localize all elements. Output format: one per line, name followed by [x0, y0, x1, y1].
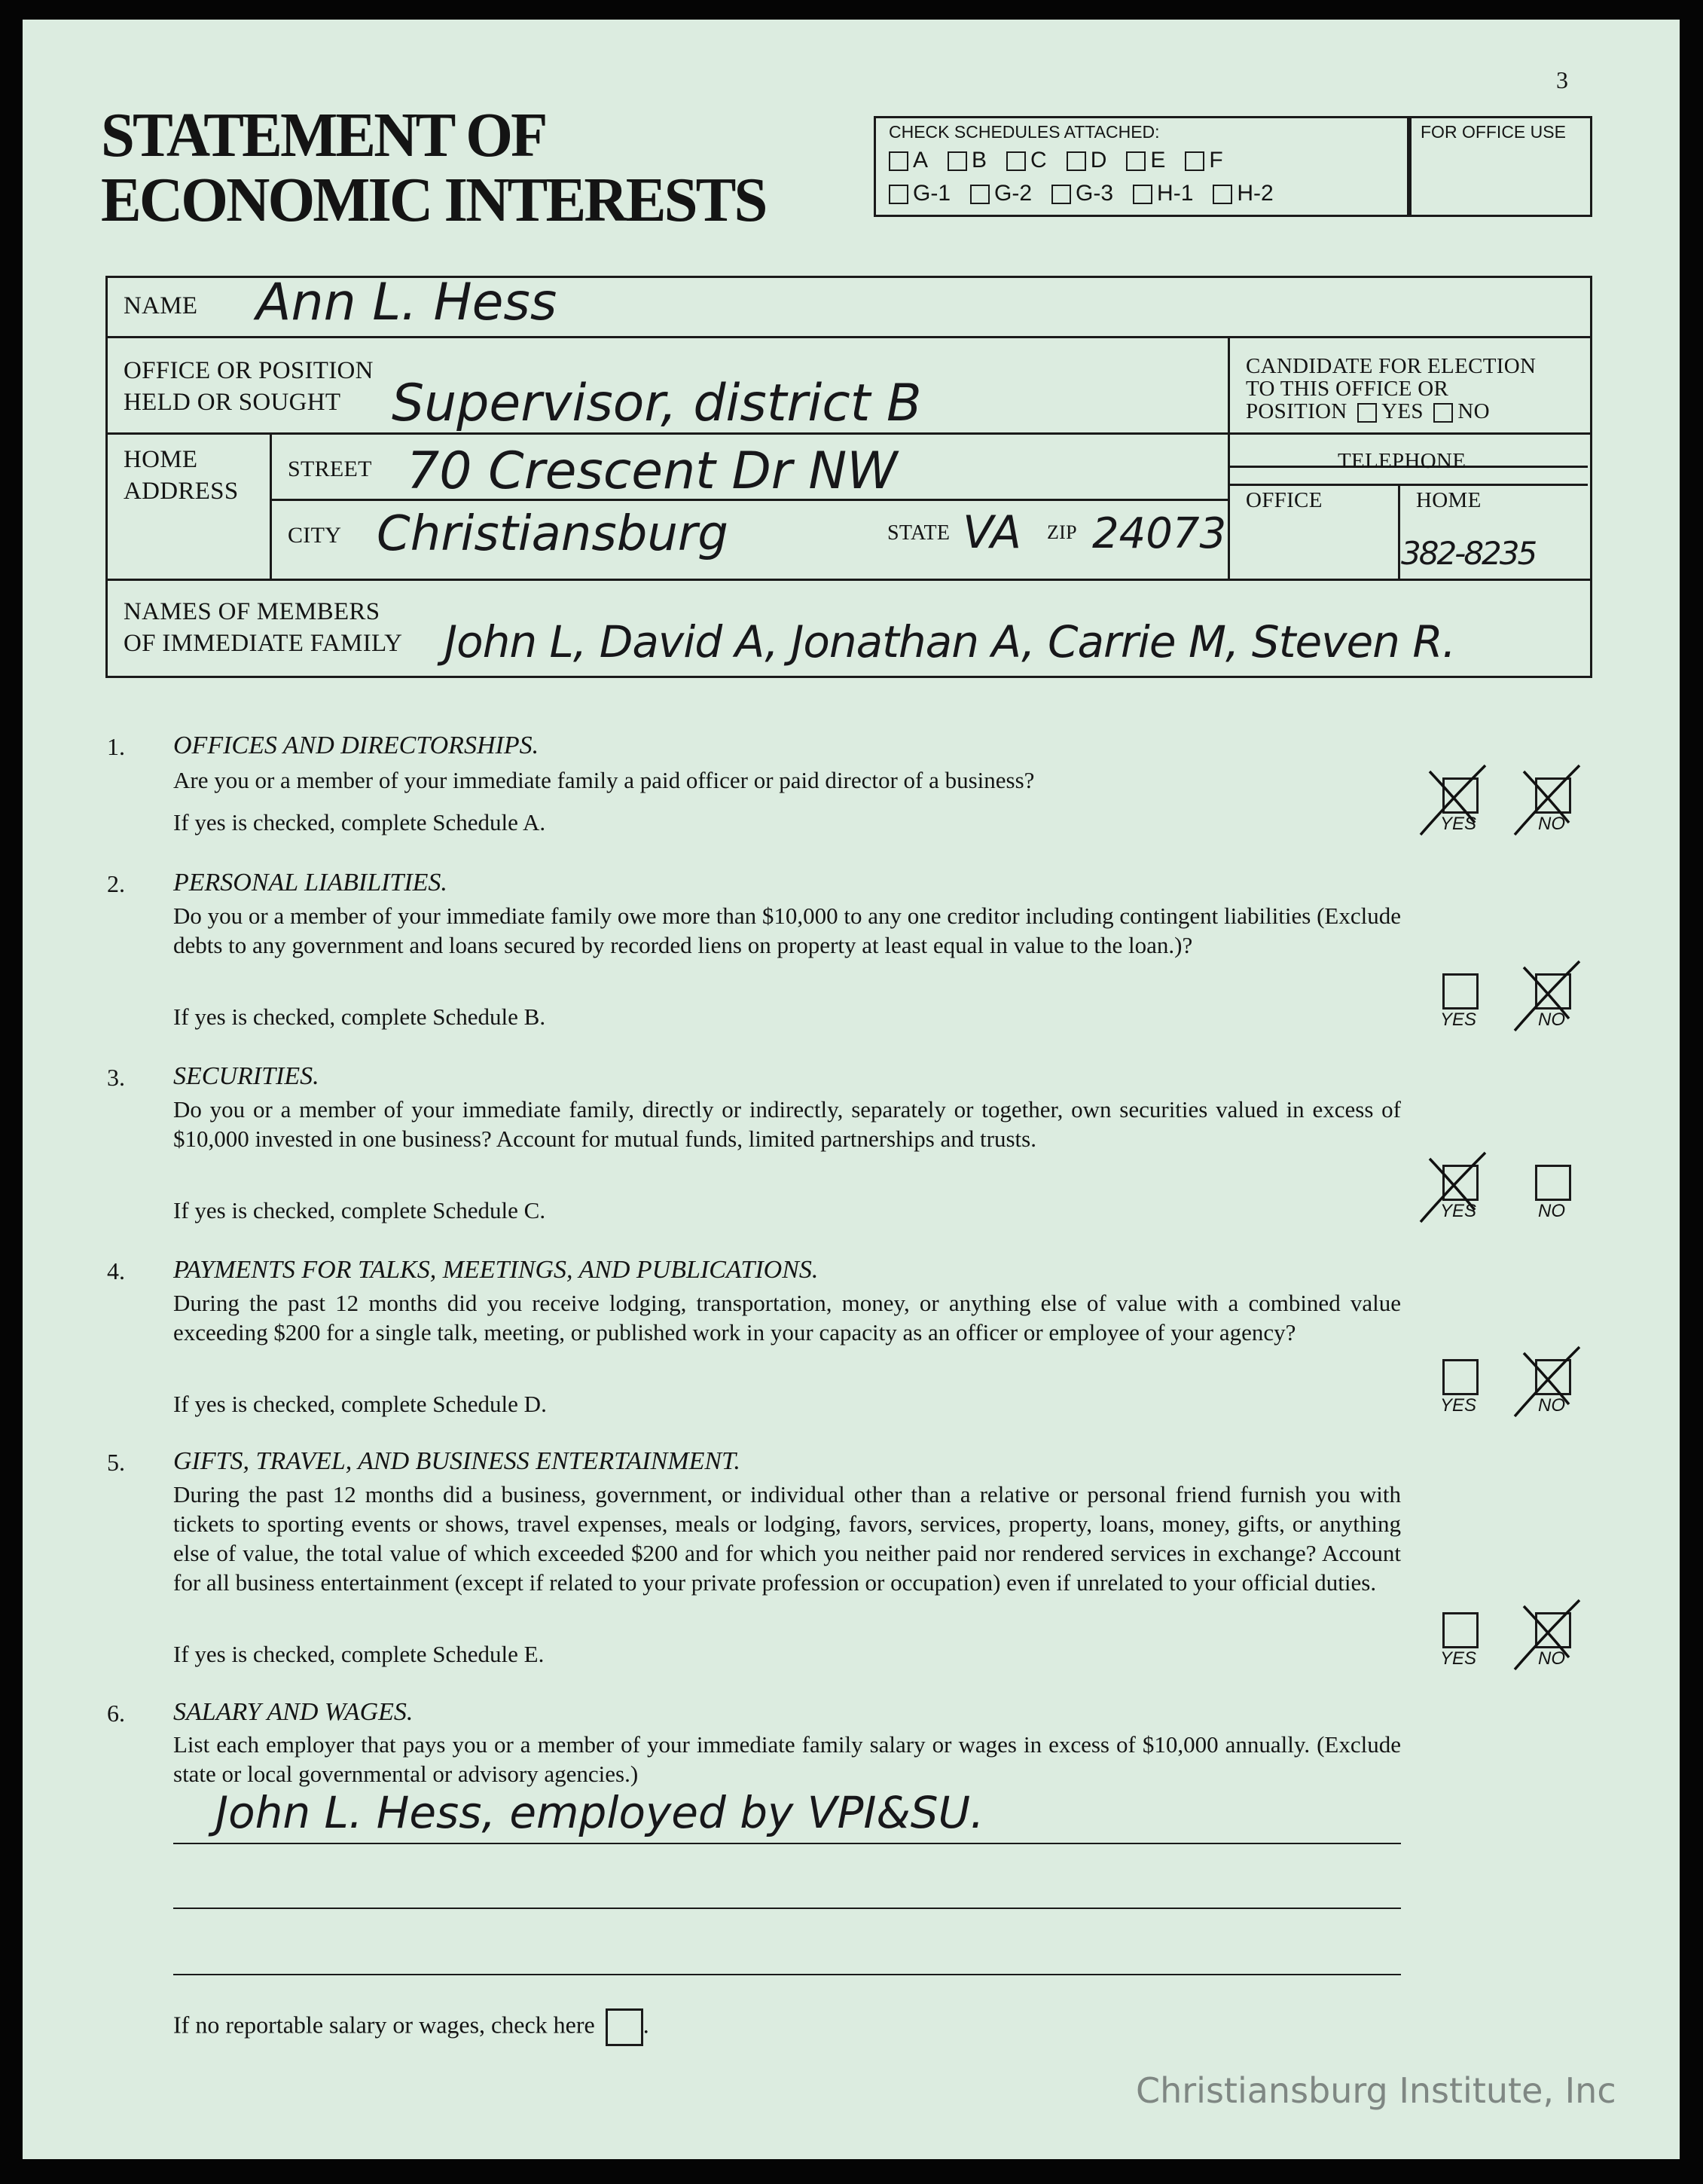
- question-2-number: 2.: [107, 870, 125, 897]
- question-3-yes-label: YES: [1440, 1201, 1477, 1221]
- question-3-body: Do you or a member of your immediate family, directly or indirectly, separately or together, own securities valued in excess of $10,000 invested in one business? Account for mutual funds, limited partnerships and trusts.: [173, 1096, 1401, 1152]
- schedule-checkbox[interactable]: [970, 185, 990, 204]
- question-2-body: Do you or a member of your immediate family owe more than $10,000 to any one creditor including contingent liabilities (Exclude debts to any government and loans secured by recorded liens on property at least equal in value to the loan.)?: [173, 903, 1401, 958]
- schedule-checkbox[interactable]: [1133, 185, 1152, 204]
- candidate-label-2: TO THIS OFFICE OR: [1246, 377, 1449, 401]
- question-5-yes-checkbox[interactable]: [1442, 1612, 1479, 1648]
- question-2-yes-checkbox[interactable]: [1442, 973, 1479, 1010]
- question-2-no-label: NO: [1538, 1010, 1565, 1030]
- question-4-yes-label: YES: [1440, 1395, 1477, 1416]
- schedule-d-option[interactable]: D: [1067, 148, 1107, 173]
- office-label-2: HELD OR SOUGHT: [124, 389, 341, 416]
- question-3-no-label: NO: [1538, 1201, 1565, 1221]
- street-label: STREET: [288, 457, 372, 481]
- family-label-2: OF IMMEDIATE FAMILY: [124, 630, 403, 657]
- family-value[interactable]: John L, David A, Jonathan A, Carrie M, Steven R.: [444, 616, 1456, 667]
- form-title-line1: STATEMENT OF: [101, 100, 546, 170]
- home-phone-label: HOME: [1416, 488, 1482, 512]
- question-1-footer: If yes is checked, complete Schedule A.: [173, 809, 546, 835]
- question-4-number: 4.: [107, 1257, 125, 1284]
- schedules-row-1: [889, 148, 1243, 173]
- no-salary-checkbox[interactable]: [606, 2008, 643, 2046]
- schedule-checkbox[interactable]: [948, 151, 967, 171]
- state-value[interactable]: VA: [963, 506, 1022, 559]
- state-label: STATE: [887, 521, 951, 545]
- schedule-h-1-option[interactable]: H-1: [1133, 181, 1193, 206]
- watermark: Christiansburg Institute, Inc: [1136, 2070, 1616, 2111]
- street-value[interactable]: 70 Crescent Dr NW: [407, 441, 898, 501]
- question-3-number: 3.: [107, 1064, 125, 1091]
- question-4-no-label: NO: [1538, 1395, 1565, 1416]
- schedule-checkbox[interactable]: [889, 151, 908, 171]
- schedule-checkbox[interactable]: [1185, 151, 1204, 171]
- candidate-label-1: CANDIDATE FOR ELECTION: [1246, 354, 1537, 378]
- schedule-b-option[interactable]: B: [948, 148, 987, 173]
- question-5-title: GIFTS, TRAVEL, AND BUSINESS ENTERTAINMENT.: [173, 1447, 740, 1475]
- question-1-yes-label: YES: [1440, 814, 1477, 834]
- schedules-label: CHECK SCHEDULES ATTACHED:: [889, 122, 1160, 142]
- candidate-yes-label: YES: [1381, 399, 1424, 423]
- no-salary-label: If no reportable salary or wages, check here: [173, 2011, 595, 2039]
- office-label-1: OFFICE OR POSITION: [124, 357, 374, 384]
- question-5-footer: If yes is checked, complete Schedule E.: [173, 1641, 545, 1667]
- no-salary-row: If no reportable salary or wages, check here .: [173, 2008, 649, 2046]
- schedule-f-option[interactable]: F: [1185, 148, 1222, 173]
- schedule-c-option[interactable]: C: [1006, 148, 1047, 173]
- home-phone-value[interactable]: 382-8235: [1401, 535, 1536, 572]
- candidate-no-checkbox[interactable]: [1433, 403, 1453, 423]
- zip-value[interactable]: 24073: [1092, 509, 1227, 558]
- zip-label: ZIP: [1047, 521, 1077, 543]
- question-2-footer: If yes is checked, complete Schedule B.: [173, 1003, 546, 1030]
- name-value[interactable]: Ann L. Hess: [256, 273, 557, 332]
- question-4-body: During the past 12 months did you receive lodging, transportation, money, or anything else of value with a combined value exceeding $200 for a single talk, meeting, or published work in your capacity as an officer or employee of your agency?: [173, 1290, 1401, 1346]
- question-1-title: OFFICES AND DIRECTORSHIPS.: [173, 732, 539, 759]
- schedule-g-3-option[interactable]: G-3: [1051, 181, 1113, 206]
- question-4-yes-checkbox[interactable]: [1442, 1359, 1479, 1395]
- schedule-e-option[interactable]: E: [1126, 148, 1165, 173]
- question-4-title: PAYMENTS FOR TALKS, MEETINGS, AND PUBLICATIONS.: [173, 1256, 819, 1284]
- question-5-number: 5.: [107, 1449, 125, 1476]
- office-value[interactable]: Supervisor, district B: [392, 374, 922, 433]
- question-1-no-label: NO: [1538, 814, 1565, 834]
- question-3-no-checkbox[interactable]: [1535, 1165, 1571, 1201]
- question-5-body: During the past 12 months did a business, government, or individual other than a relative or personal friend furnish you with tickets to sporting events or shows, travel expenses, meals or lodging, favors, services, property, loans, money, gifts, or anything else of value, the total value of which exceeded $200 and for which you neither paid nor rendered services in exchange? Account for all business entertainment (except if related to your private profession or occupation) even if unrelated to your official duties.: [173, 1481, 1401, 1596]
- office-use-label: FOR OFFICE USE: [1421, 122, 1566, 142]
- city-label: CITY: [288, 523, 342, 548]
- candidate-label-3: POSITION YES NO: [1246, 399, 1490, 423]
- schedule-checkbox[interactable]: [1067, 151, 1086, 171]
- form-title-line2: ECONOMIC INTERESTS: [101, 165, 766, 235]
- question-5-yes-label: YES: [1440, 1648, 1477, 1669]
- question-3-title: SECURITIES.: [173, 1062, 319, 1090]
- schedule-checkbox[interactable]: [1051, 185, 1071, 204]
- question-6-title: SALARY AND WAGES.: [173, 1698, 414, 1726]
- employer-line-1[interactable]: [173, 1843, 1401, 1844]
- schedule-g-1-option[interactable]: G-1: [889, 181, 951, 206]
- candidate-no-label: NO: [1457, 399, 1490, 423]
- schedule-a-option[interactable]: A: [889, 148, 928, 173]
- telephone-label: TELEPHONE: [1338, 449, 1466, 473]
- schedule-checkbox[interactable]: [889, 185, 908, 204]
- office-phone-label: OFFICE: [1246, 488, 1323, 512]
- schedule-h-2-option[interactable]: H-2: [1213, 181, 1273, 206]
- form-page: [23, 20, 1680, 2159]
- question-1-number: 1.: [107, 733, 125, 760]
- schedule-g-2-option[interactable]: G-2: [970, 181, 1032, 206]
- family-label-1: NAMES OF MEMBERS: [124, 598, 380, 625]
- home-address-label-1: HOME: [124, 446, 198, 473]
- city-value[interactable]: Christiansburg: [377, 506, 728, 562]
- candidate-yes-checkbox[interactable]: [1357, 403, 1377, 423]
- employer-line-1-value[interactable]: John L. Hess, employed by VPI&SU.: [215, 1787, 984, 1838]
- question-4-footer: If yes is checked, complete Schedule D.: [173, 1391, 547, 1417]
- schedule-checkbox[interactable]: [1126, 151, 1146, 171]
- schedule-checkbox[interactable]: [1006, 151, 1026, 171]
- schedules-row-2: [889, 181, 1293, 206]
- question-5-no-label: NO: [1538, 1648, 1565, 1669]
- question-6-number: 6.: [107, 1700, 125, 1727]
- question-6-body: List each employer that pays you or a member of your immediate family salary or wages in excess of $10,000 annually. (Exclude state or local governmental or advisory agencies.): [173, 1731, 1401, 1787]
- name-label: NAME: [124, 292, 198, 319]
- employer-line-2[interactable]: [173, 1908, 1401, 1909]
- question-2-yes-label: YES: [1440, 1010, 1477, 1030]
- question-2-title: PERSONAL LIABILITIES.: [173, 869, 447, 897]
- schedule-checkbox[interactable]: [1213, 185, 1232, 204]
- question-3-footer: If yes is checked, complete Schedule C.: [173, 1197, 546, 1223]
- question-1-body: Are you or a member of your immediate family a paid officer or paid director of a business?: [173, 767, 1035, 793]
- home-address-label-2: ADDRESS: [124, 478, 239, 505]
- page-number: 3: [1556, 66, 1568, 93]
- employer-line-3[interactable]: [173, 1974, 1401, 1975]
